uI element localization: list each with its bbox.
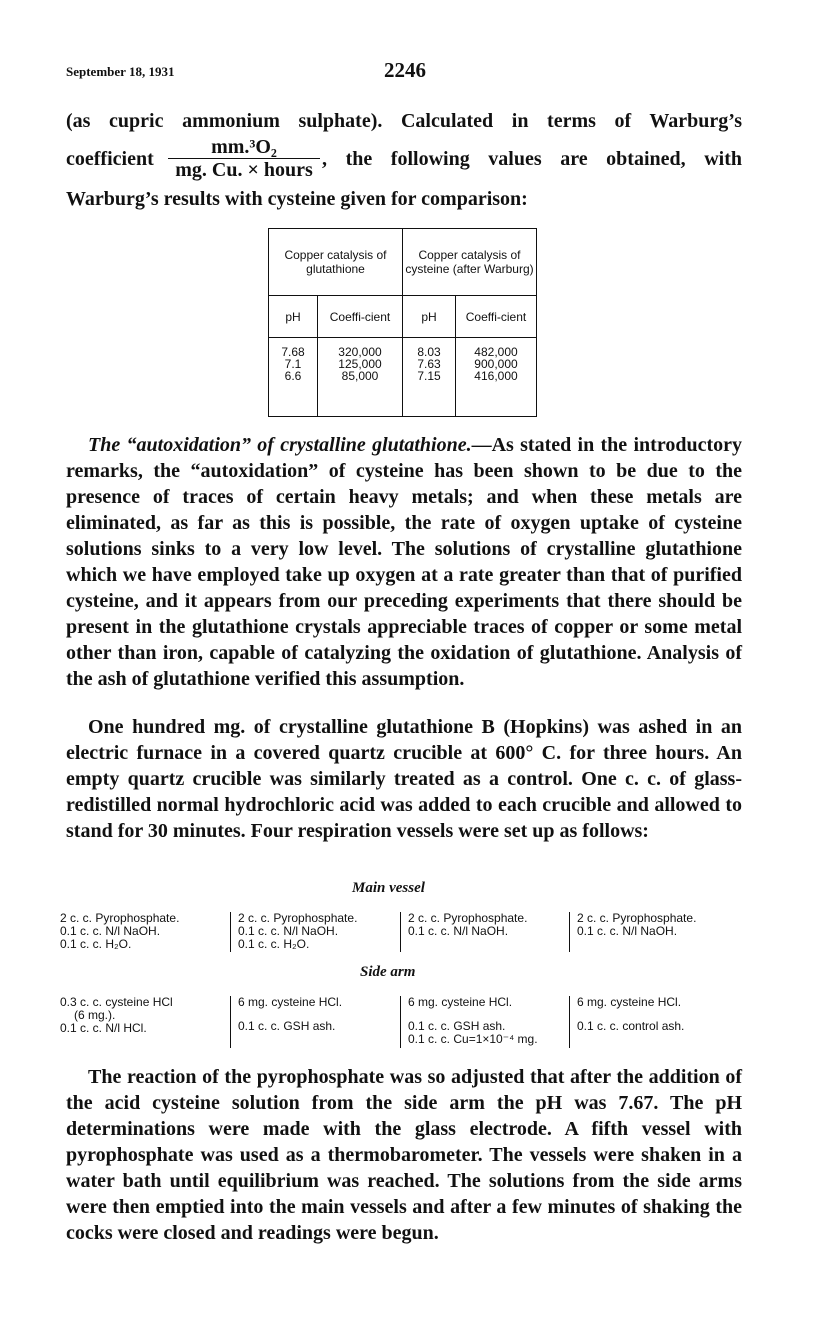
paragraph-autoxidation-text: —As stated in the introductory remarks, the “autoxidation” of cysteine has been shown to be due to the presence of traces of certain heavy metals; and when these metals are eliminated, as far as this is possible, the rate of oxygen uptake of cysteine solutions sinks to a very low level. The solutions of crystalline glutathione which we have employed take up oxygen at a rate greater than that of purified cysteine, and it appears from our preceding experiments that there should be present in the glutathione crystals appreciable traces of copper or some metal other than iron, capable of catalyzing the oxidation of glutathione. Analysis of the ash of glutathione verified this assumption.	[66, 434, 742, 690]
paragraph-ashing: One hundred mg. of crystalline glutathione B (Hopkins) was ashed in an electric furnace in a covered quartz crucible at 600° C. for three hours. An empty quartz crucible was similarly treated as a control. One c. c. of glass-redistilled normal hydrochloric acid was added to each crucible and allowed to stand for 30 minutes. Four respiration vessels were set up as follows:	[66, 716, 742, 842]
cys-ph-values: 8.03 7.63 7.15	[403, 338, 456, 417]
main-vessel-3: 2 c. c. Pyrophosphate. 0.1 c. c. N/l NaOH.	[408, 911, 528, 938]
divider	[400, 912, 401, 952]
cys-coef-values: 482,000 900,000 416,000	[456, 338, 537, 417]
side-arm-heading: Side arm	[360, 964, 416, 980]
section-title: The “autoxidation” of crystalline glutathione.	[88, 434, 472, 456]
side-arm-1: 0.3 c. c. cysteine HCl (6 mg.). 0.1 c. c. N/l HCl.	[60, 995, 173, 1035]
side-arm-2: 6 mg. cysteine HCl. 0.1 c. c. GSH ash.	[238, 995, 343, 1033]
intro-line-2-rest: , the following values are obtained, with	[322, 148, 742, 170]
glut-coef-values: 320,000 125,000 85,000	[318, 338, 403, 417]
col-ph-1: pH	[269, 296, 318, 338]
intro-line-1: (as cupric ammonium sulphate). Calculated in terms of Warburg’s	[66, 110, 742, 132]
page-date: September 18, 1931	[66, 64, 175, 79]
coefficient-word: coefficient	[66, 148, 154, 170]
table-group-glutathione: Copper catalysis of glutathione	[269, 229, 403, 296]
side-arm-4: 6 mg. cysteine HCl. 0.1 c. c. control ash.	[577, 995, 685, 1033]
divider	[230, 996, 231, 1048]
divider	[569, 912, 570, 952]
table-group-cysteine: Copper catalysis of cysteine (after Warburg)	[403, 229, 537, 296]
col-coef-2: Coeffi-cient	[456, 296, 537, 338]
divider	[400, 996, 401, 1048]
page-number: 2246	[384, 58, 426, 82]
main-vessel-heading: Main vessel	[352, 880, 425, 896]
warburg-fraction	[168, 136, 320, 181]
col-ph-2: pH	[403, 296, 456, 338]
side-arm-3: 6 mg. cysteine HCl. 0.1 c. c. GSH ash. 0.1 c. c. Cu=1×10⁻⁴ mg.	[408, 995, 538, 1046]
paragraph-autoxidation	[66, 432, 742, 692]
main-vessel-1: 2 c. c. Pyrophosphate. 0.1 c. c. N/l NaOH. 0.1 c. c. H₂O.	[60, 911, 180, 951]
fraction-numerator: mm.³O₂	[168, 136, 320, 159]
col-coef-1: Coeffi-cient	[318, 296, 403, 338]
intro-line-3: Warburg’s results with cysteine given for comparison:	[66, 188, 528, 210]
glut-ph-values: 7.68 7.1 6.6	[269, 338, 318, 417]
divider	[569, 996, 570, 1048]
fraction-denominator: mg. Cu. × hours	[175, 159, 313, 181]
paragraph-reaction: The reaction of the pyrophosphate was so adjusted that after the addition of the acid cysteine solution from the side arm the pH was 7.67. The pH determinations were made with the glass electrode. A fifth vessel with pyrophosphate was used as a thermobarometer. The vessels were shaken in a water bath until equilibrium was reached. The solutions from the side arms were then emptied into the main vessels and after a few minutes of shaking the cocks were closed and readings were begun.	[66, 1066, 742, 1244]
main-vessel-4: 2 c. c. Pyrophosphate. 0.1 c. c. N/l NaOH.	[577, 911, 697, 938]
catalysis-table	[268, 228, 537, 417]
main-vessel-2: 2 c. c. Pyrophosphate. 0.1 c. c. N/l NaOH. 0.1 c. c. H₂O.	[238, 911, 358, 951]
divider	[230, 912, 231, 952]
